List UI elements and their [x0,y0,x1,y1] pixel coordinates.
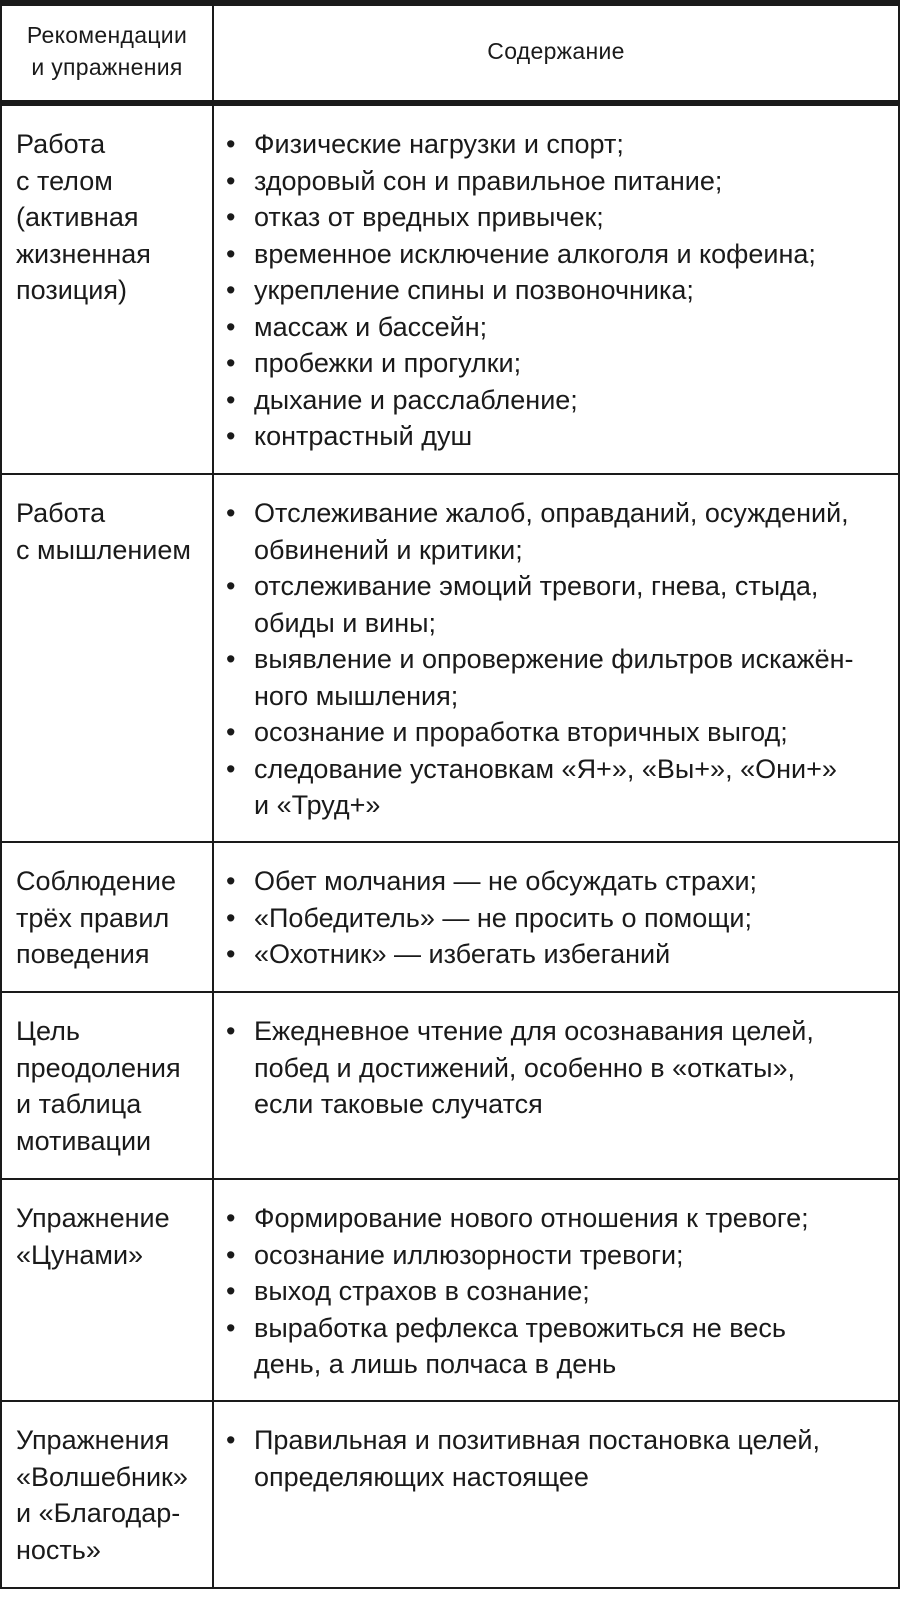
header-content: Содержание [213,1,899,103]
list-item-text: осознание иллюзорности тревоги; [254,1239,684,1270]
list-item-text: отказ от вредных привычек; [254,202,604,232]
list-item [226,751,886,824]
list-item [226,309,886,346]
bullet-icon: • [226,238,236,269]
list-item [226,272,886,309]
list-item-text: выявление и опровержение фильтров искажён- ного мышления; [254,644,854,711]
list-item-text: Физические нагрузки и спорт; [254,129,624,159]
list-item-text: Правильная и позитивная постановка целей, определяющих настоящее [254,1425,820,1492]
list-item-text: отслеживание эмоций тревоги, гнева, стыда, обиды и вины; [254,571,819,638]
list-item [226,1310,886,1383]
bullet-icon: • [226,1425,236,1455]
list-item [226,236,886,273]
list-item [226,1013,886,1123]
content-list [226,495,886,824]
bullet-icon: • [226,902,236,933]
list-item [226,1273,886,1310]
content-list [226,126,886,455]
list-item [226,900,886,937]
table-row [1,842,899,992]
list-item [226,863,886,900]
bullet-icon: • [226,129,236,159]
list-item [226,568,886,641]
row-title: Работа с мышлением [1,474,213,842]
bullet-icon: • [226,348,236,378]
row-content [213,103,899,474]
bullet-icon: • [226,202,236,232]
header-row [1,1,899,103]
row-title: Упражнение «Цунами» [1,1179,213,1401]
list-item-text: массаж и бассейн; [254,311,488,342]
list-item-text: Отслеживание жалоб, оправданий, осуждений, обвинений и критики; [254,498,849,565]
row-content [213,842,899,992]
list-item [226,418,886,455]
bullet-icon: • [226,1239,236,1270]
list-item [226,163,886,200]
list-item [226,936,886,973]
row-title: Соблюдение трёх правил поведения [1,842,213,992]
row-title: Цель преодоления и таблица мотивации [1,992,213,1179]
bullet-icon: • [226,311,236,342]
row-content [213,474,899,842]
list-item [226,345,886,382]
list-item [226,199,886,236]
list-item [226,1200,886,1237]
bullet-icon: • [226,1203,236,1233]
content-list [226,1013,886,1123]
list-item-text: «Охотник» — избегать избеганий [254,939,671,969]
list-item [226,382,886,419]
list-item [226,714,886,751]
table-row [1,1179,899,1401]
list-item-text: укрепление спины и позвоночника; [254,275,694,305]
list-item-text: контрастный душ [254,421,473,451]
bullet-icon: • [226,421,236,451]
list-item [226,1422,886,1495]
list-item [226,1237,886,1274]
list-item-text: «Победитель» — не просить о помощи; [254,902,753,933]
list-item-text: дыхание и расслабление; [254,384,578,415]
bullet-icon: • [226,753,236,784]
row-title: Упражнения «Волшебник» и «Благодар- ность» [1,1401,213,1588]
bullet-icon: • [226,866,236,896]
bullet-icon: • [226,1276,236,1306]
table-row [1,103,899,474]
list-item-text: Обет молчания — не обсуждать страхи; [254,866,758,896]
list-item [226,495,886,568]
content-list [226,1422,886,1495]
list-item-text: временное исключение алкоголя и кофеина; [254,238,816,269]
list-item [226,641,886,714]
bullet-icon: • [226,1312,236,1343]
table-row [1,992,899,1179]
row-title: Работа с телом (активная жизненная позиция) [1,103,213,474]
content-list [226,863,886,973]
list-item-text: выход страхов в сознание; [254,1276,590,1306]
bullet-icon: • [226,384,236,415]
list-item [226,126,886,163]
content-list [226,1200,886,1383]
list-item-text: здоровый сон и правильное питание; [254,165,723,196]
bullet-icon: • [226,275,236,305]
row-content [213,1179,899,1401]
list-item-text: выработка рефлекса тревожиться не весь день, а лишь полчаса в день [254,1312,786,1379]
bullet-icon: • [226,571,236,601]
table-row [1,1401,899,1588]
bullet-icon: • [226,498,236,528]
bullet-icon: • [226,717,236,747]
list-item-text: осознание и проработка вторичных выгод; [254,717,788,747]
header-recommendations: Рекомендации и упражнения [1,1,213,103]
row-content [213,992,899,1179]
bullet-icon: • [226,644,236,674]
bullet-icon: • [226,1016,236,1046]
list-item-text: пробежки и прогулки; [254,348,522,378]
list-item-text: Ежедневное чтение для осознавания целей, побед и достижений, особенно в «откаты», если таковые случатся [254,1016,814,1119]
row-content [213,1401,899,1588]
bullet-icon: • [226,939,236,969]
list-item-text: следование установкам «Я+», «Вы+», «Они+» и «Труд+» [254,753,837,820]
bullet-icon: • [226,165,236,196]
table-row [1,474,899,842]
list-item-text: Формирование нового отношения к тревоге; [254,1203,809,1233]
